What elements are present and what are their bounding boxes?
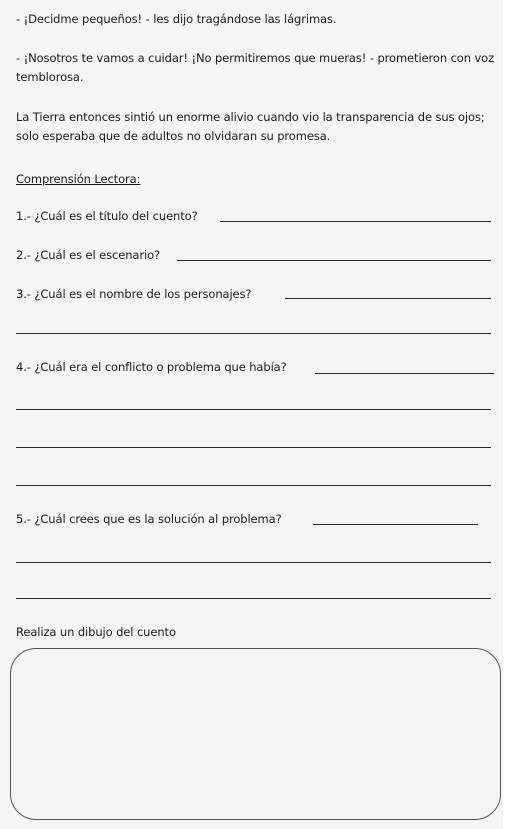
answer-line-4b[interactable] [16, 409, 491, 410]
answer-line-5a[interactable] [313, 524, 478, 525]
drawing-prompt: Realiza un dibujo del cuento [16, 625, 176, 639]
answer-line-1[interactable] [220, 221, 491, 222]
answer-line-5b[interactable] [16, 562, 491, 563]
page-margin [503, 0, 516, 829]
answer-line-5c[interactable] [16, 598, 491, 599]
answer-line-4c[interactable] [16, 447, 491, 448]
answer-line-4a[interactable] [315, 373, 494, 374]
answer-line-4d[interactable] [16, 485, 491, 486]
question-1: 1.- ¿Cuál es el título del cuento? [16, 209, 198, 223]
question-2: 2.- ¿Cuál es el escenario? [16, 248, 161, 262]
story-line-1: - ¡Decidme pequeños! - les dijo tragándose las lágrimas. [16, 12, 337, 26]
question-3: 3.- ¿Cuál es el nombre de los personajes? [16, 287, 252, 301]
story-line-3: La Tierra entonces sintió un enorme alivio cuando vio la transparencia de sus ojos; solo esperaba que de adultos no olvidaran su promesa. [16, 110, 485, 143]
answer-line-3a[interactable] [285, 298, 491, 299]
drawing-area[interactable] [10, 648, 501, 820]
story-line-2: - ¡Nosotros te vamos a cuidar! ¡No permitiremos que mueras! - prometieron con voz temblorosa. [16, 51, 495, 84]
question-4: 4.- ¿Cuál era el conflicto o problema que había? [16, 360, 287, 374]
answer-line-2[interactable] [177, 260, 491, 261]
answer-line-3b[interactable] [16, 333, 491, 334]
question-5: 5.- ¿Cuál crees que es la solución al problema? [16, 512, 282, 526]
section-title: Comprensión Lectora: [16, 172, 141, 186]
